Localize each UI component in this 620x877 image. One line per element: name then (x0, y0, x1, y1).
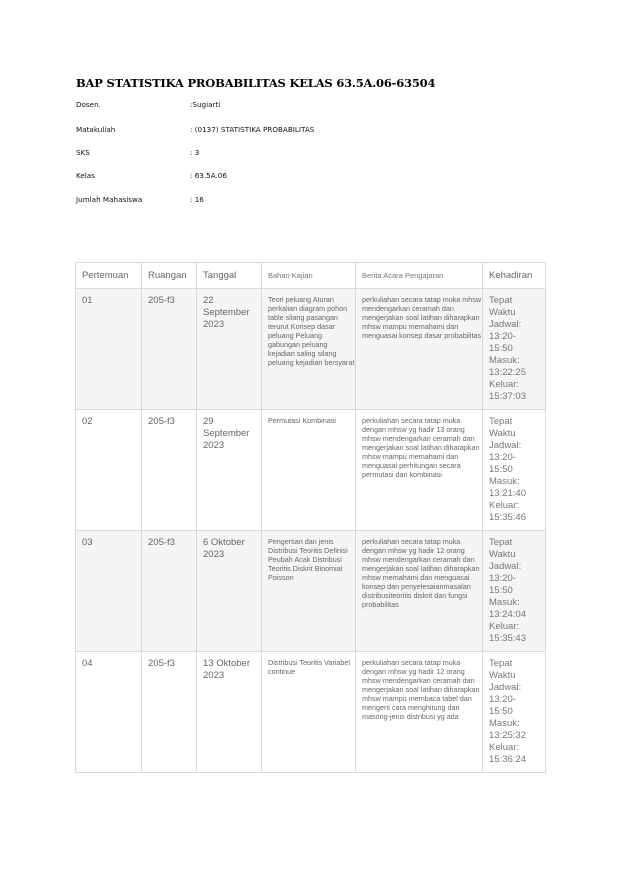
cell-pertemuan: 03 (76, 531, 142, 652)
info-value: : (0137) STATISTIKA PROBABILITAS (190, 125, 315, 134)
table-row (76, 531, 546, 652)
kehadiran-line: 13:22:25 (489, 367, 526, 378)
cell-ruangan: 205-f3 (142, 531, 197, 652)
kehadiran-line: Jadwal: (489, 440, 522, 451)
kehadiran-line: Waktu (489, 670, 516, 681)
info-label: Dosen. (76, 100, 101, 109)
kehadiran-line: Keluar: (489, 379, 520, 390)
header-bahan-kajian: Bahan Kajian (262, 263, 356, 289)
kehadiran-line: Tepat (489, 658, 513, 669)
kehadiran-line: Tepat (489, 416, 513, 427)
cell-tanggal: 29 September 2023 (197, 410, 262, 531)
cell-ruangan: 205-f3 (142, 410, 197, 531)
kehadiran-line: 13:25:32 (489, 730, 526, 741)
kehadiran-line: Waktu (489, 307, 516, 318)
bap-table (75, 262, 546, 773)
kehadiran-line: Masuk: (489, 597, 520, 608)
cell-tanggal: 6 Oktober 2023 (197, 531, 262, 652)
cell-tanggal: 13 Oktober 2023 (197, 652, 262, 773)
cell-pertemuan: 02 (76, 410, 142, 531)
kehadiran-line: 13:20- (489, 452, 516, 463)
cell-pertemuan: 04 (76, 652, 142, 773)
kehadiran-line: 15:50 (489, 464, 513, 475)
header-pertemuan: Pertemuan (76, 263, 142, 289)
kehadiran-line: 13:21:40 (489, 488, 526, 499)
cell-bahan-kajian: Teori peluang Aturan perkalian diagram pohon table silang pasangan terurut Konsep dasar peluang Peluang gabungan peluang kejadian saling silang peluang kejadian bersyarat (262, 289, 356, 410)
document-title: BAP STATISTIKA PROBABILITAS KELAS 63.5A.06-63504 (76, 76, 436, 90)
cell-berita-acara: perkuliahan secara tatap muka dengan mhsw yg hadir 13 orang mhsw mendengarkan ceramah dan mengerjakan soal latihan diharapkan mhsw mampu memahami dan menguasai perhitungan secara permutasi dan kombinasi (356, 410, 483, 531)
header-tanggal: Tanggal (197, 263, 262, 289)
kehadiran-line: 15:50 (489, 343, 513, 354)
kehadiran-line: Tepat (489, 537, 513, 548)
kehadiran-line: Keluar: (489, 500, 520, 511)
info-label: SKS (76, 148, 90, 157)
cell-kehadiran (483, 289, 546, 410)
cell-kehadiran (483, 652, 546, 773)
kehadiran-line: Jadwal: (489, 319, 522, 330)
cell-tanggal: 22 September 2023 (197, 289, 262, 410)
kehadiran-line: 15:35:46 (489, 512, 526, 523)
cell-ruangan: 205-f3 (142, 652, 197, 773)
table-row (76, 410, 546, 531)
kehadiran-line: Jadwal: (489, 682, 522, 693)
kehadiran-line: Waktu (489, 549, 516, 560)
info-value: : 63.5A.06 (190, 171, 227, 180)
header-ruangan: Ruangan (142, 263, 197, 289)
kehadiran-line: 15:50 (489, 706, 513, 717)
info-label: Matakuliah (76, 125, 116, 134)
cell-berita-acara: perkuliahan secara tatap muka dengan mhsw yg hadir 12 orang mhsw mendengarkan ceramah dan mengerjakan soal latihan diharapkan mhsw mampu membaca tabel dan mengerti cara menghitung dari masong-jenis distribusi yg ada (356, 652, 483, 773)
cell-kehadiran (483, 410, 546, 531)
kehadiran-line: Masuk: (489, 355, 520, 366)
info-value: : 16 (190, 195, 204, 204)
kehadiran-line: Waktu (489, 428, 516, 439)
cell-bahan-kajian: Permutasi Kombinasi (262, 410, 356, 531)
kehadiran-line: Tepat (489, 295, 513, 306)
cell-bahan-kajian: Distribusi Teoritis Variabel continue (262, 652, 356, 773)
table-row (76, 289, 546, 410)
header-berita-acara: Berita Acara Pengajaran (356, 263, 483, 289)
kehadiran-line: 13:20- (489, 694, 516, 705)
cell-berita-acara: perkuliahan secara tatap muka mhsw mendengarkan ceramah dan mengerjakan soal latihan diharapkan mhsw mampu memahami dan menguasai konsep dasar probabilitas (356, 289, 483, 410)
kehadiran-line: 13:20- (489, 573, 516, 584)
kehadiran-line: Keluar: (489, 742, 520, 753)
cell-bahan-kajian: Pengertian dan jenis Distribusi Teoritis Definisi Peubah Acak Distribusi Teoritis Diskrit Binomial Poisson (262, 531, 356, 652)
kehadiran-line: Masuk: (489, 476, 520, 487)
cell-ruangan: 205-f3 (142, 289, 197, 410)
kehadiran-line: 13:24:04 (489, 609, 526, 620)
kehadiran-line: 15:37:03 (489, 391, 526, 402)
info-value: :Sugiarti (190, 100, 221, 109)
table-header-row (76, 263, 546, 289)
info-value: : 3 (190, 148, 200, 157)
kehadiran-line: Masuk: (489, 718, 520, 729)
kehadiran-line: 13:20- (489, 331, 516, 342)
cell-berita-acara: perkuliahan secara tatap muka dengan mhsw yg hadir 12 orang mhsw mendengarkan ceramah dan mengerjakan soal latihan diharapkan mhsw memahami dan menguasai konsep dan penyelesaianmasalan distribusiteoritis diskrit dan fungsi probabilitas (356, 531, 483, 652)
info-label: Jumlah Mahasiswa (76, 195, 143, 204)
info-label: Kelas (76, 171, 95, 180)
kehadiran-line: 15:35:43 (489, 633, 526, 644)
kehadiran-line: Keluar: (489, 621, 520, 632)
cell-pertemuan: 01 (76, 289, 142, 410)
table-row (76, 652, 546, 773)
kehadiran-line: 15:36:24 (489, 754, 526, 765)
cell-kehadiran (483, 531, 546, 652)
header-kehadiran: Kehadiran (483, 263, 546, 289)
kehadiran-line: Jadwal: (489, 561, 522, 572)
kehadiran-line: 15:50 (489, 585, 513, 596)
